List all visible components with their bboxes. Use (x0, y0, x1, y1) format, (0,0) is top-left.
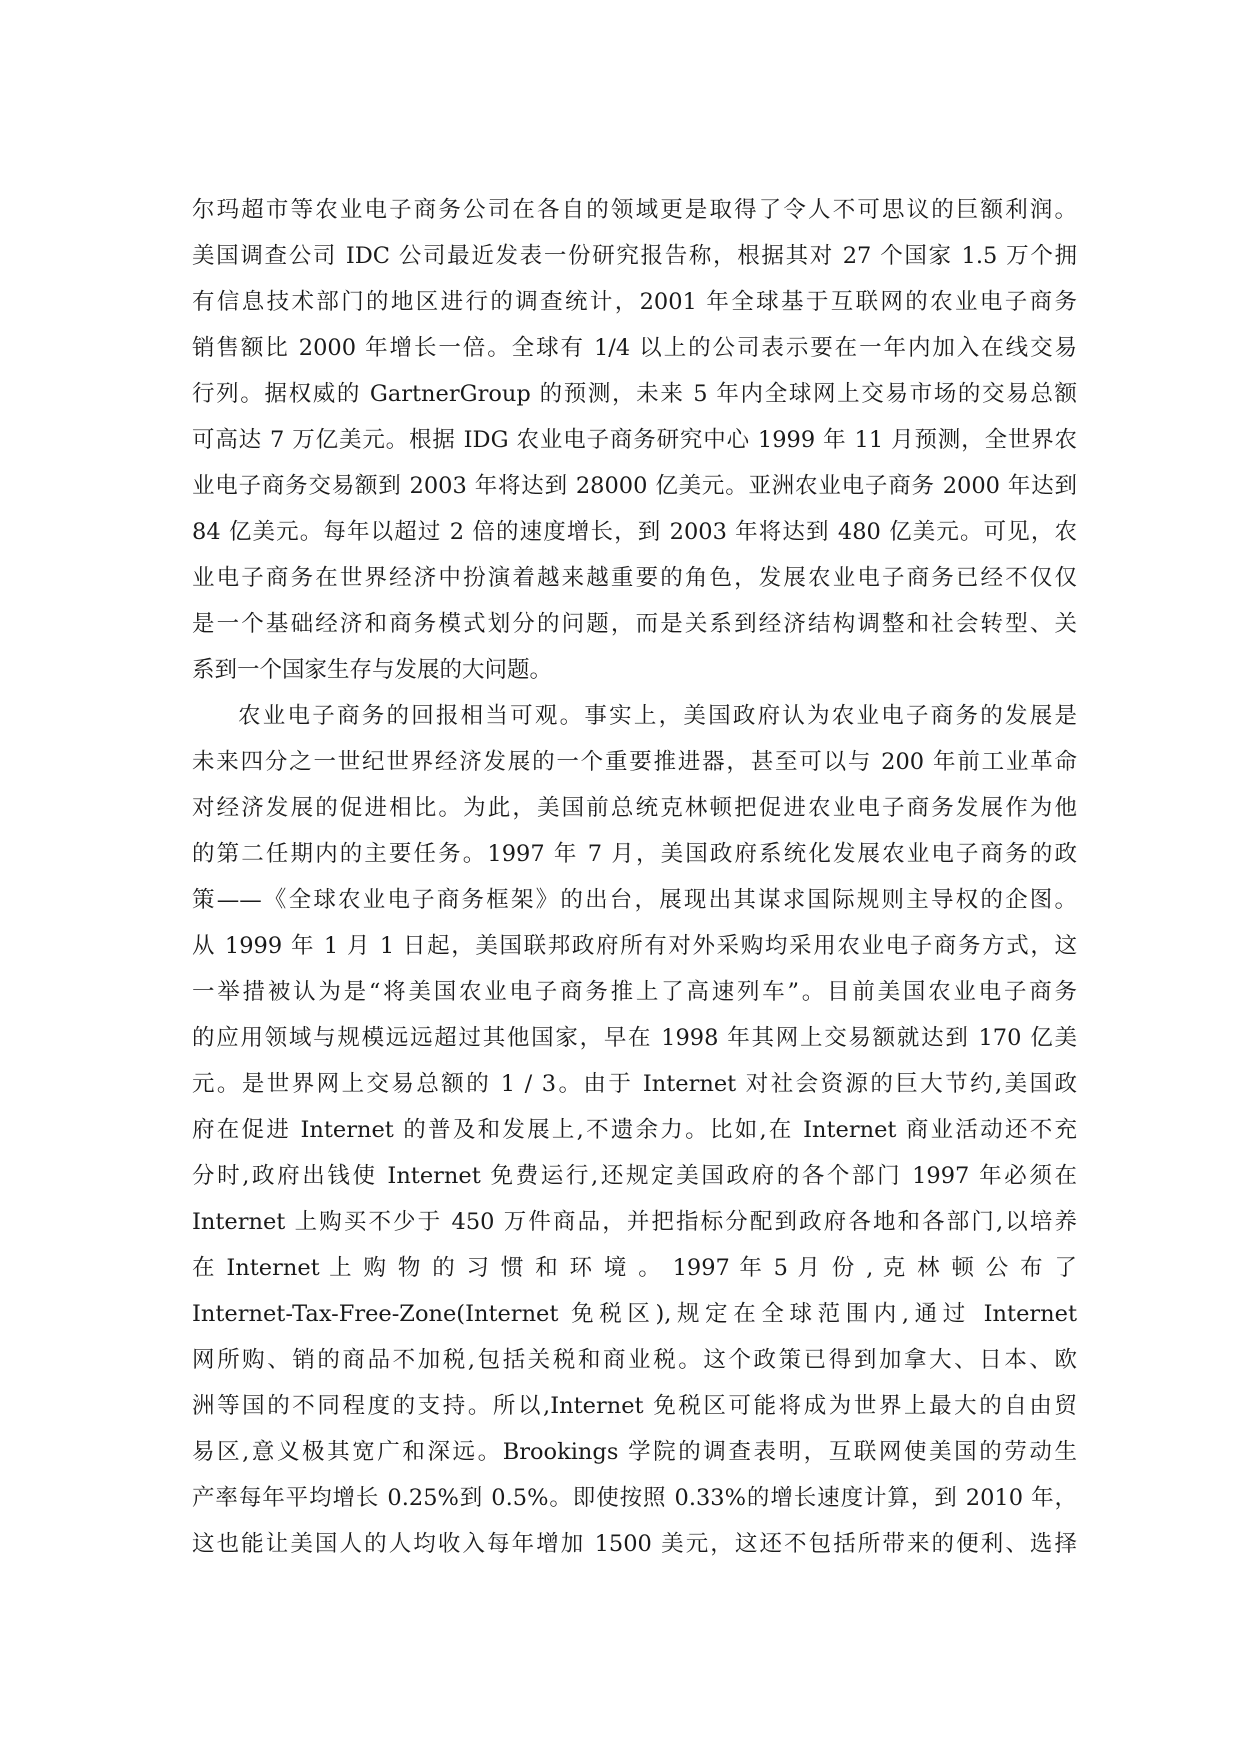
text-line: 在 Internet 上 购 物 的 习 惯 和 环 境 。 1997 年 5 月 份 , 克 林 顿 公 布 了 (192, 1255, 1077, 1281)
text-line: 业电子商务在世界经济中扮演着越来越重要的角色，发展农业电子商务已经不仅仅 (192, 565, 1077, 591)
text-line: 策——《全球农业电子商务框架》的出台，展现出其谋求国际规则主导权的企图。 (192, 887, 1077, 913)
text-line: 府在促进 Internet 的普及和发展上,不遗余力。比如,在 Internet 商业活动还不充 (192, 1117, 1077, 1143)
text-line: 是一个基础经济和商务模式划分的问题，而是关系到经济结构调整和社会转型、关 (192, 611, 1077, 637)
text-line: 从 1999 年 1 月 1 日起，美国联邦政府所有对外采购均采用农业电子商务方式，这 (192, 933, 1077, 959)
text-line: 产率每年平均增长 0.25%到 0.5%。即使按照 0.33%的增长速度计算，到 2010 年， (192, 1485, 1077, 1511)
text-line: 美国调查公司 IDC 公司最近发表一份研究报告称，根据其对 27 个国家 1.5 万个拥 (192, 243, 1077, 269)
text-line: 一举措被认为是“将美国农业电子商务推上了高速列车”。目前美国农业电子商务 (192, 979, 1077, 1005)
text-line: 的第二任期内的主要任务。1997 年 7 月，美国政府系统化发展农业电子商务的政 (192, 841, 1077, 867)
text-line: 系到一个国家生存与发展的大问题。 (192, 657, 553, 683)
text-line: 84 亿美元。每年以超过 2 倍的速度增长，到 2003 年将达到 480 亿美元。可见，农 (192, 519, 1077, 545)
text-line: 分时,政府出钱使 Internet 免费运行,还规定美国政府的各个部门 1997 年必须在 (192, 1163, 1077, 1189)
text-line: 行列。据权威的 GartnerGroup 的预测，未来 5 年内全球网上交易市场的交易总额 (192, 381, 1077, 407)
text-line: Internet-Tax-Free-Zone(Internet 免税区),规定在全球范围内,通过 Internet (192, 1301, 1077, 1327)
text-line: 尔玛超市等农业电子商务公司在各自的领域更是取得了令人不可思议的巨额利润。 (192, 197, 1077, 223)
text-line: 有信息技术部门的地区进行的调查统计，2001 年全球基于互联网的农业电子商务 (192, 289, 1077, 315)
text-line: Internet 上购买不少于 450 万件商品，并把指标分配到政府各地和各部门,以培养 (192, 1209, 1077, 1235)
text-line: 网所购、销的商品不加税,包括关税和商业税。这个政策已得到加拿大、日本、欧 (192, 1347, 1077, 1373)
text-line: 未来四分之一世纪世界经济发展的一个重要推进器，甚至可以与 200 年前工业革命 (192, 749, 1077, 775)
text-line: 这也能让美国人的人均收入每年增加 1500 美元，这还不包括所带来的便利、选择 (192, 1531, 1077, 1557)
text-line: 农业电子商务的回报相当可观。事实上，美国政府认为农业电子商务的发展是 (238, 703, 1077, 729)
text-line: 易区,意义极其宽广和深远。Brookings 学院的调查表明，互联网使美国的劳动生 (192, 1439, 1077, 1465)
text-line: 销售额比 2000 年增长一倍。全球有 1/4 以上的公司表示要在一年内加入在线交易 (192, 335, 1077, 361)
text-line: 的应用领域与规模远远超过其他国家，早在 1998 年其网上交易额就达到 170 亿美 (192, 1025, 1077, 1051)
text-line: 可高达 7 万亿美元。根据 IDG 农业电子商务研究中心 1999 年 11 月预测，全世界农 (192, 427, 1077, 453)
text-line: 元。是世界网上交易总额的 1 / 3。由于 Internet 对社会资源的巨大节约,美国政 (192, 1071, 1077, 1097)
text-line: 洲等国的不同程度的支持。所以,Internet 免税区可能将成为世界上最大的自由贸 (192, 1393, 1077, 1419)
text-line: 对经济发展的促进相比。为此，美国前总统克林顿把促进农业电子商务发展作为他 (192, 795, 1077, 821)
text-line: 业电子商务交易额到 2003 年将达到 28000 亿美元。亚洲农业电子商务 2000 年达到 (192, 473, 1077, 499)
